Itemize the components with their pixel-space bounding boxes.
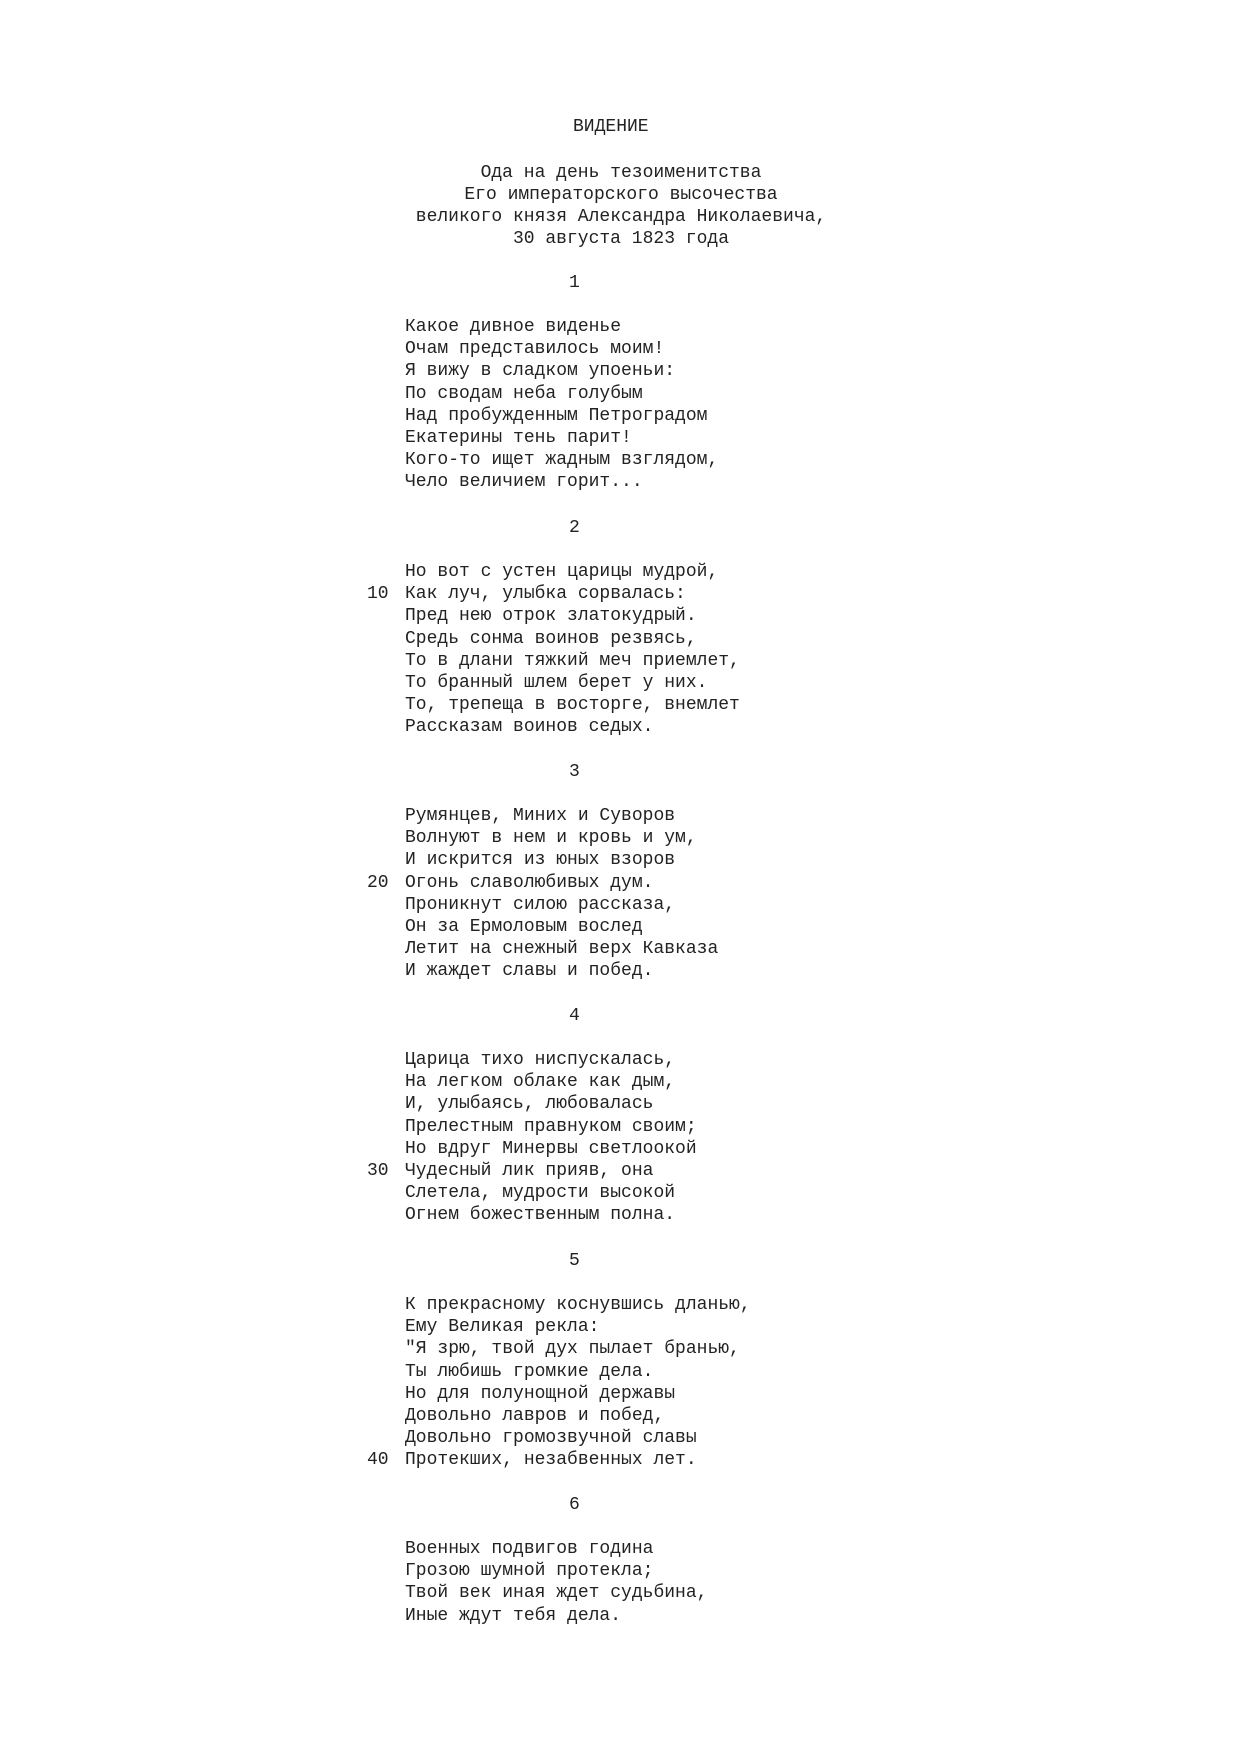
verse-line: Довольно громозвучной славы bbox=[405, 1428, 697, 1448]
verse-line: Какое дивное виденье bbox=[405, 317, 622, 337]
verse-line: То бранный шлем берет у них. bbox=[405, 673, 708, 693]
subtitle-line: великого князя Александра Николаевича, bbox=[415, 207, 827, 227]
verse-line: То в длани тяжкий меч приемлет, bbox=[405, 651, 740, 671]
verse-line: Твой век иная ждет судьбина, bbox=[405, 1583, 708, 1603]
verse-line: Я вижу в сладком упоеньи: bbox=[405, 361, 676, 381]
verse-line: То, трепеща в восторге, внемлет bbox=[405, 695, 740, 715]
verse-line: Екатерины тень парит! bbox=[405, 428, 632, 448]
verse-line: Пред нею отрок златокудрый. bbox=[405, 606, 697, 626]
subtitle-line: 30 августа 1823 года bbox=[512, 229, 730, 249]
verse-line: Проникнут силою рассказа, bbox=[405, 895, 676, 915]
subtitle-line: Его императорского высочества bbox=[464, 185, 778, 205]
verse-line: И, улыбаясь, любовалась bbox=[405, 1094, 654, 1114]
subtitle-line: Ода на день тезоименитства bbox=[480, 163, 762, 183]
line-number: 10 bbox=[367, 584, 389, 604]
verse-line: Как луч, улыбка сорвалась: bbox=[405, 584, 686, 604]
verse-line: Огнем божественным полна. bbox=[405, 1205, 676, 1225]
stanza-number: 1 bbox=[569, 273, 580, 293]
stanza-number: 2 bbox=[569, 518, 580, 538]
verse-line: Довольно лавров и побед, bbox=[405, 1406, 665, 1426]
verse-line: Средь сонма воинов резвясь, bbox=[405, 629, 697, 649]
verse-line: Но вот с устен царицы мудрой, bbox=[405, 562, 719, 582]
verse-line: Царица тихо ниспускалась, bbox=[405, 1050, 676, 1070]
verse-line: "Я зрю, твой дух пылает бранью, bbox=[405, 1339, 740, 1359]
verse-line: Рассказам воинов седых. bbox=[405, 717, 654, 737]
verse-line: Прелестным правнуком своим; bbox=[405, 1117, 697, 1137]
line-number: 40 bbox=[367, 1450, 389, 1470]
verse-line: И искрится из юных взоров bbox=[405, 850, 676, 870]
line-number: 30 bbox=[367, 1161, 389, 1181]
verse-line: Протекших, незабвенных лет. bbox=[405, 1450, 697, 1470]
verse-line: Очам представилось моим! bbox=[405, 339, 665, 359]
stanza-number: 3 bbox=[569, 762, 580, 782]
stanza-number: 6 bbox=[569, 1495, 580, 1515]
verse-line: Чудесный лик прияв, она bbox=[405, 1161, 654, 1181]
verse-line: Слетела, мудрости высокой bbox=[405, 1183, 676, 1203]
verse-line: Он за Ермоловым вослед bbox=[405, 917, 643, 937]
verse-line: Но вдруг Минервы светлоокой bbox=[405, 1139, 697, 1159]
verse-line: Ты любишь громкие дела. bbox=[405, 1362, 654, 1382]
verse-line: Над пробужденным Петроградом bbox=[405, 406, 708, 426]
poem-title: ВИДЕНИЕ bbox=[573, 117, 649, 137]
verse-line: Грозою шумной протекла; bbox=[405, 1561, 654, 1581]
verse-line: Но для полунощной державы bbox=[405, 1384, 676, 1404]
stanza-number: 5 bbox=[569, 1251, 580, 1271]
verse-line: Румянцев, Миних и Суворов bbox=[405, 806, 676, 826]
verse-line: К прекрасному коснувшись дланью, bbox=[405, 1295, 751, 1315]
verse-line: Чело величием горит... bbox=[405, 472, 643, 492]
verse-line: По сводам неба голубым bbox=[405, 384, 643, 404]
verse-line: Ему Великая рекла: bbox=[405, 1317, 600, 1337]
verse-line: Военных подвигов година bbox=[405, 1539, 654, 1559]
verse-line: Огонь славолюбивых дум. bbox=[405, 873, 654, 893]
stanza-number: 4 bbox=[569, 1006, 580, 1026]
line-number: 20 bbox=[367, 873, 389, 893]
verse-line: Летит на снежный верх Кавказа bbox=[405, 939, 719, 959]
verse-line: Иные ждут тебя дела. bbox=[405, 1606, 622, 1626]
verse-line: На легком облаке как дым, bbox=[405, 1072, 676, 1092]
verse-line: Волнуют в нем и кровь и ум, bbox=[405, 828, 697, 848]
verse-line: Кого-то ищет жадным взглядом, bbox=[405, 450, 719, 470]
verse-line: И жаждет славы и побед. bbox=[405, 961, 654, 981]
